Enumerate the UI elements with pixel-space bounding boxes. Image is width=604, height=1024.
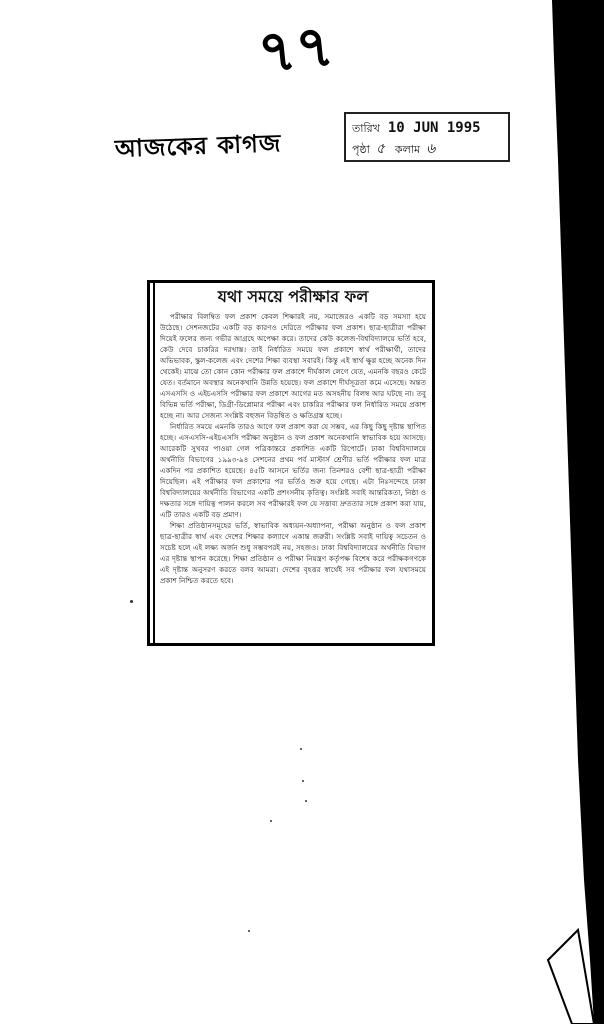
- stamp-date-row: [352, 118, 502, 139]
- editorial-paragraph-2: নির্ধারিত সময়ে এমনকি তারও আগে ফল প্রকাশ করা যে সম্ভব, এর কিছু কিছু দৃষ্টান্ত স্থাপিত হচ্ছে। এসএসসি-এইচএসসি পরীক্ষা অনুষ্ঠান ও ফল প্রকাশ অনেকখানি স্বাভাবিক হয়ে আসছে। আরেকটি সুখবর পাওয়া গেল পত্রিকান্তরে প্রকাশিত একটি রিপোর্টে। ঢাকা বিশ্ববিদ্যালয়ে অর্থনীতি বিভাগের ১৯৯৩-৯৪ সেশনের প্রথম পর্ব মাস্টার্স শ্রেণীর ভর্তি পরীক্ষার ফল মাত্র একদিন পর প্রকাশিত হয়েছে। ৪৫টি আসনে ভর্তির জন্য তিনশরও বেশী ছাত্র-ছাত্রী পরীক্ষা দিয়েছিল। এই পরীক্ষার ফল প্রকাশের পর ভর্তিও শুরু হয়ে গেছে। এটা নিঃসন্দেহে ঢাকা বিশ্ববিদ্যালয়ের অর্থনীতি বিভাগের একটি প্রশংসনীয় কৃতিত্ব। সংশ্লিষ্ট সবাই আন্তরিকতা, নিষ্ঠা ও দক্ষতার সঙ্গে দায়িত্ব পালন করলে সব পরীক্ষারই ফল যে সত্তাব্য দ্রুততার সঙ্গে প্রকাশ করা যায়, এটি তারও একটি বড় প্রমাণ।: [160, 422, 426, 519]
- stamp-page-value: ৫: [375, 141, 385, 157]
- archive-date-stamp: [344, 112, 510, 162]
- clipping-left-rule: [153, 283, 155, 643]
- stamp-page-label: পৃষ্ঠা: [352, 143, 370, 156]
- stamp-date-value: 10 JUN 1995: [387, 120, 481, 136]
- stamp-date-label: তারিখ: [352, 122, 380, 135]
- handwritten-folio-number: ৭৭: [254, 11, 337, 87]
- editorial-paragraph-1: পরীক্ষার বিলম্বিত ফল প্রকাশ কেবল শিক্ষারই নয়, সমাজেরও একটি বড় সমস্যা হয়ে উঠেছে। সেশনজটের একটি বড় কারণও দেরিতে পরীক্ষার ফল প্রকাশ। ছাত্র-ছাত্রীরা পরীক্ষা দিয়েই ফলের জন্য গভীর আগ্রহে অপেক্ষা করে। তাদের কেউ কলেজ-বিশ্ববিদ্যালয়ে ভর্তি হবে, কেউ দেবে চাকরির দরখাস্ত। তাই নির্ধারিত সময়ে ফল প্রকাশে স্বার্থ পরীক্ষার্থী, তাদের অভিভাবক, স্কুল-কলেজ এবং দেশের শিক্ষা ব্যবস্থা সবারই। কিন্তু এই স্বার্থ ক্ষুণ্ণ হচ্ছে অনেক দিন থেকেই। মাঝে তো কোন কোন পরীক্ষার ফল প্রকাশে দীর্ঘকাল লেগে যেত, এমনকি বছরও কেটে যেত। বর্তমানে অবস্থার অনেকখানি উন্নতি হয়েছে। ফল প্রকাশে দীর্ঘসূত্রতা কমে এসেছে। অন্তত এসএসসি ও এইচএসসি পরীক্ষার ফল প্রকাশে আগের মত অসহনীয় বিলম্ব আর ঘটছে না। তবু বিভিন্ন ভর্তি পরীক্ষা, ডিগ্রী-ডিপ্লোমার পরীক্ষা এবং চাকরির পরীক্ষার ফল নির্ধারিত সময়ে প্রকাশ হচ্ছে না। আর সেজন্য সংশ্লিষ্ট বহুজন বিড়ম্বিত ও ক্ষতিগ্রস্ত হচ্ছে।: [160, 312, 426, 420]
- editorial-headline: যথা সময়ে পরীক্ষার ফল: [217, 287, 369, 306]
- stamp-page-row: [352, 139, 502, 160]
- stamp-column-value: ৬: [426, 141, 436, 157]
- newspaper-masthead: আজকের কাগজ: [114, 129, 282, 163]
- stamp-column-label: কলাম: [394, 143, 421, 156]
- scan-dark-edge: [534, 0, 604, 1024]
- editorial-paragraph-3: শিক্ষা প্রতিষ্ঠানসমূহের ভর্তি, স্বাভাবিক অধ্যয়ন-অধ্যাপনা, পরীক্ষা অনুষ্ঠান ও ফল প্রকাশ ছাত্র-ছাত্রীর স্বার্থ এবং দেশের শিক্ষার কল্যাণে একান্ত জরুরী। সংশ্লিষ্ট সবাই দায়িত্ব সচেতন ও সচেষ্ট হলে এই লক্ষ্য অর্জন শুধু সম্ভবপরই নয়, সহজও। ঢাকা বিশ্ববিদ্যালয়ের অর্থনীতি বিভাগ এর দৃষ্টান্ত স্থাপন করেছে। শিক্ষা প্রতিষ্ঠান ও পরীক্ষা নিয়ন্ত্রণ কর্তৃপক্ষ বিশেষ করে পরীক্ষকগণকে এই দৃষ্টান্ত অনুসরণ করতে বলব আমরা। দেশের বৃহত্তর স্বার্থেই সব পরীক্ষার ফল যথাসময়ে প্রকাশ নিশ্চিত করতে হবে।: [160, 521, 426, 585]
- editorial-clipping: [147, 280, 435, 646]
